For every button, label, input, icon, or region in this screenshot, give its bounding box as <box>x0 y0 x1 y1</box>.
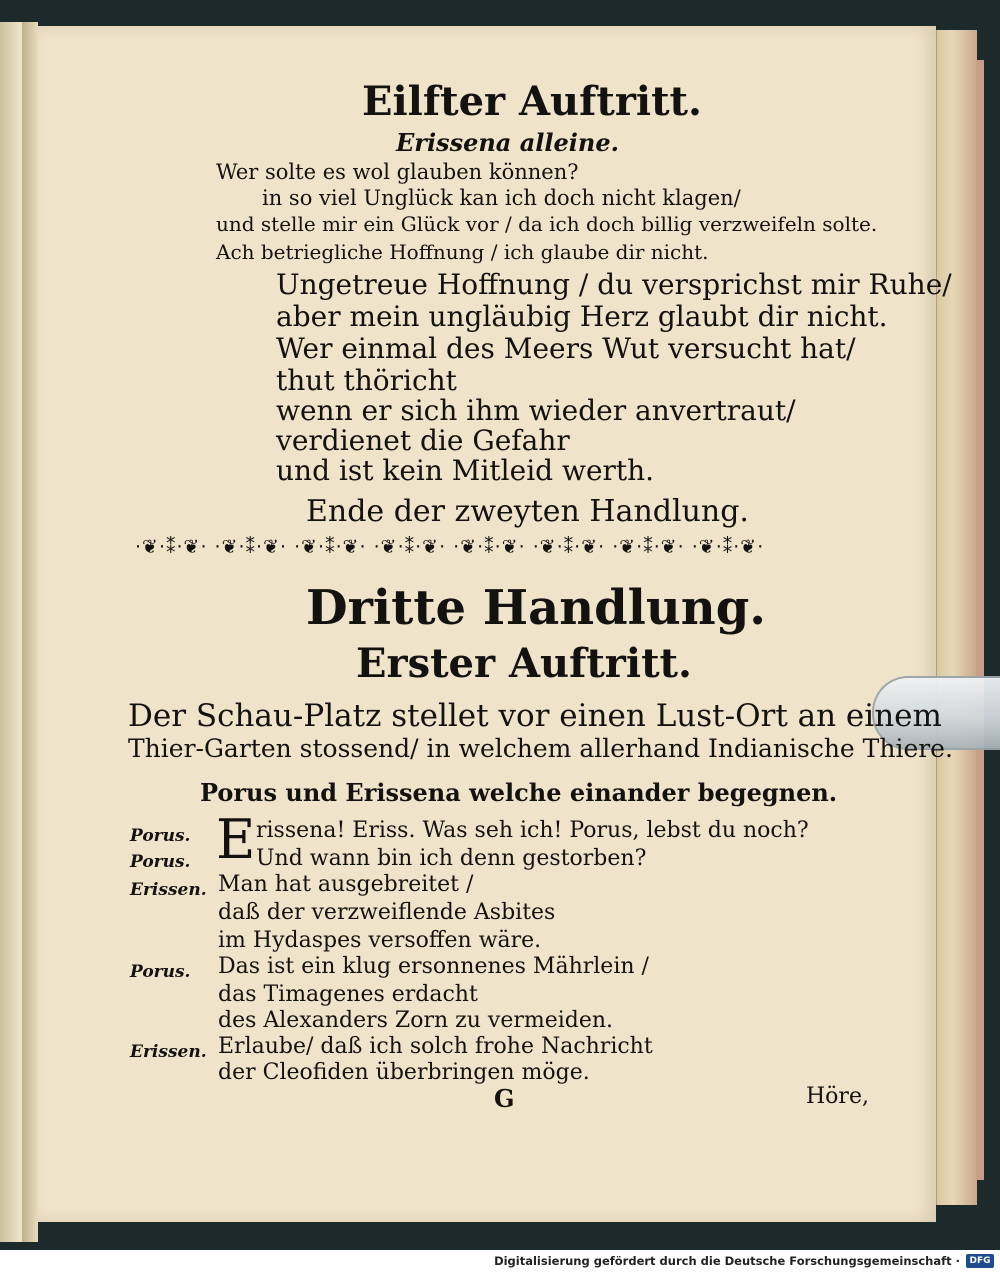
dialogue-10: der Cleofiden überbringen möge. <box>218 1060 590 1085</box>
aria-line-3: Wer einmal des Meers Wut versucht hat/ <box>276 332 856 365</box>
dialogue-2: Und wann bin ich denn gestorben? <box>256 846 647 871</box>
monologue-line-1: Wer solte es wol glauben können? <box>216 160 579 184</box>
speaker-3: Erissen. <box>130 880 207 900</box>
persons-line: Porus und Erissena welche einander begegnen. <box>200 778 838 807</box>
act-end: Ende der zweyten Handlung. <box>306 494 749 529</box>
scene-title: Eilfter Auftritt. <box>362 78 702 125</box>
monologue-line-4: Ach betriegliche Hoffnung / ich glaube dir nicht. <box>216 240 709 264</box>
catchword: Höre, <box>806 1084 869 1109</box>
dfg-logo: DFG <box>966 1254 994 1268</box>
left-page-edge <box>22 22 38 1242</box>
setting-line-1: Der Schau-Platz stellet vor einen Lust-Ort an einem <box>128 698 942 734</box>
act-scene-title: Erster Auftritt. <box>356 640 692 687</box>
aria-line-4: thut thöricht <box>276 364 457 397</box>
aria-line-2: aber mein ungläubig Herz glaubt dir nicht. <box>276 300 888 333</box>
speaker-4: Porus. <box>130 962 191 982</box>
aria-line-5: wenn er sich ihm wieder anvertraut/ <box>276 394 796 427</box>
dialogue-4: daß der verzweiflende Asbites <box>218 900 556 925</box>
dialogue-1: rissena! Eriss. Was seh ich! Porus, lebst du noch? <box>256 818 809 843</box>
page-stack-edge-red <box>976 60 984 1180</box>
footer-bar <box>0 1250 1000 1274</box>
dialogue-5: im Hydaspes versoffen wäre. <box>218 928 542 953</box>
dialogue-8: des Alexanders Zorn zu vermeiden. <box>218 1008 614 1033</box>
page-stack-edge <box>936 30 977 1205</box>
aria-line-6: verdienet die Gefahr <box>276 424 570 457</box>
drop-initial: E <box>216 808 256 871</box>
dialogue-9: Erlaube/ daß ich solch frohe Nachricht <box>218 1034 653 1059</box>
dialogue-7: das Timagenes erdacht <box>218 982 478 1007</box>
monologue-line-2: in so viel Unglück kan ich doch nicht klagen/ <box>262 186 741 210</box>
signature-mark: G <box>494 1084 515 1113</box>
setting-line-2: Thier-Garten stossend/ in welchem allerhand Indianische Thiere. <box>128 734 953 763</box>
ornament-divider: ·❦·⁑·❦· ·❦·⁑·❦· ·❦·⁑·❦· ·❦·⁑·❦· ·❦·⁑·❦· ·❦·⁑·❦· ·❦·⁑·❦· ·❦·⁑·❦· <box>135 536 765 558</box>
book-spine <box>0 22 22 1242</box>
monologue-line-3: und stelle mir ein Glück vor / da ich doch billig verzweifeln solte. <box>216 212 878 236</box>
aria-line-1: Ungetreue Hoffnung / du versprichst mir Ruhe/ <box>276 268 952 301</box>
dialogue-6: Das ist ein klug ersonnenes Mährlein / <box>218 954 649 979</box>
act-title: Dritte Handlung. <box>306 580 766 636</box>
speaker-2: Porus. <box>130 852 191 872</box>
aria-line-7: und ist kein Mitleid werth. <box>276 454 655 487</box>
funding-note: Digitalisierung gefördert durch die Deutsche Forschungsgemeinschaft · <box>494 1254 960 1268</box>
speaker-1: Porus. <box>130 826 191 846</box>
scene-subtitle: Erissena alleine. <box>396 128 619 157</box>
dialogue-3: Man hat ausgebreitet / <box>218 872 474 897</box>
speaker-5: Erissen. <box>130 1042 207 1062</box>
